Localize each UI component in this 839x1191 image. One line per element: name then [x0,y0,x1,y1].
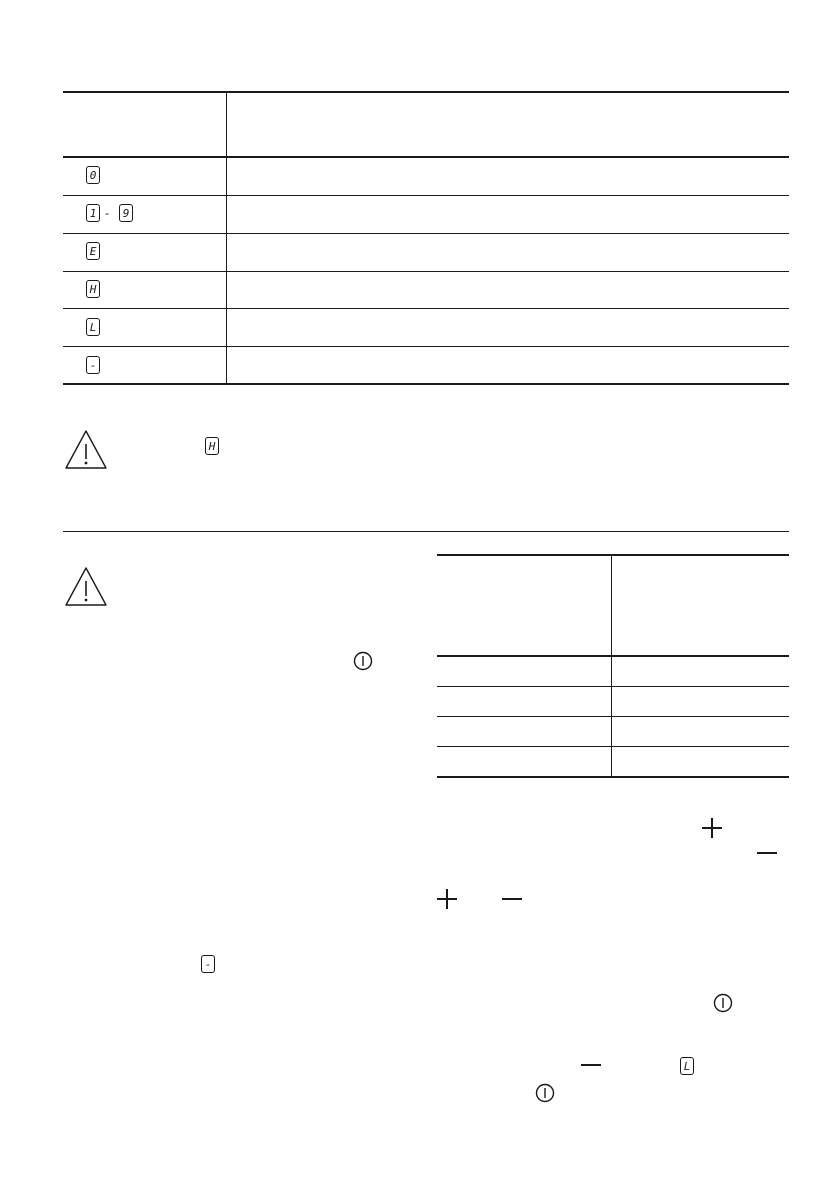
minus-icon [580,1058,602,1072]
table-header-rule [437,655,789,657]
table-row-rule [63,233,789,234]
table-row-rule [437,746,789,747]
table-column-divider [226,91,227,384]
warning-triangle-icon [64,428,108,471]
display-symbol-one: 1 [86,204,100,222]
table-bottom-rule [63,383,789,385]
table-top-rule [63,91,789,93]
warning-triangle-icon [64,565,108,608]
plus-icon [436,888,458,910]
display-symbol-nine: 9 [119,204,133,222]
power-icon [712,992,734,1014]
minus-icon [756,846,778,860]
display-symbol-h-inline: H [205,437,219,455]
section-divider [63,531,789,532]
table-top-rule [437,554,789,556]
table-row-rule [437,686,789,687]
table-row-rule [63,308,789,309]
display-symbol-dash: - [86,356,100,374]
table-header-rule [63,156,789,158]
minus-icon [501,892,523,906]
display-symbol-l: L [86,318,100,336]
table-row-rule [437,716,789,717]
table-bottom-rule [437,776,789,778]
display-symbol-l-inline: L [680,1057,694,1075]
power-icon [534,1082,556,1104]
plus-icon [701,817,723,839]
table-row-rule [63,271,789,272]
table-row-rule [63,195,789,196]
display-symbol-e: E [86,242,100,260]
display-symbol-dash-inline: - [201,955,215,973]
power-icon [352,650,374,672]
table-column-divider [611,554,612,776]
table-row-rule [63,346,789,347]
range-separator: - [105,206,109,220]
display-symbol-zero: 0 [86,166,100,184]
display-symbol-h: H [86,280,100,298]
